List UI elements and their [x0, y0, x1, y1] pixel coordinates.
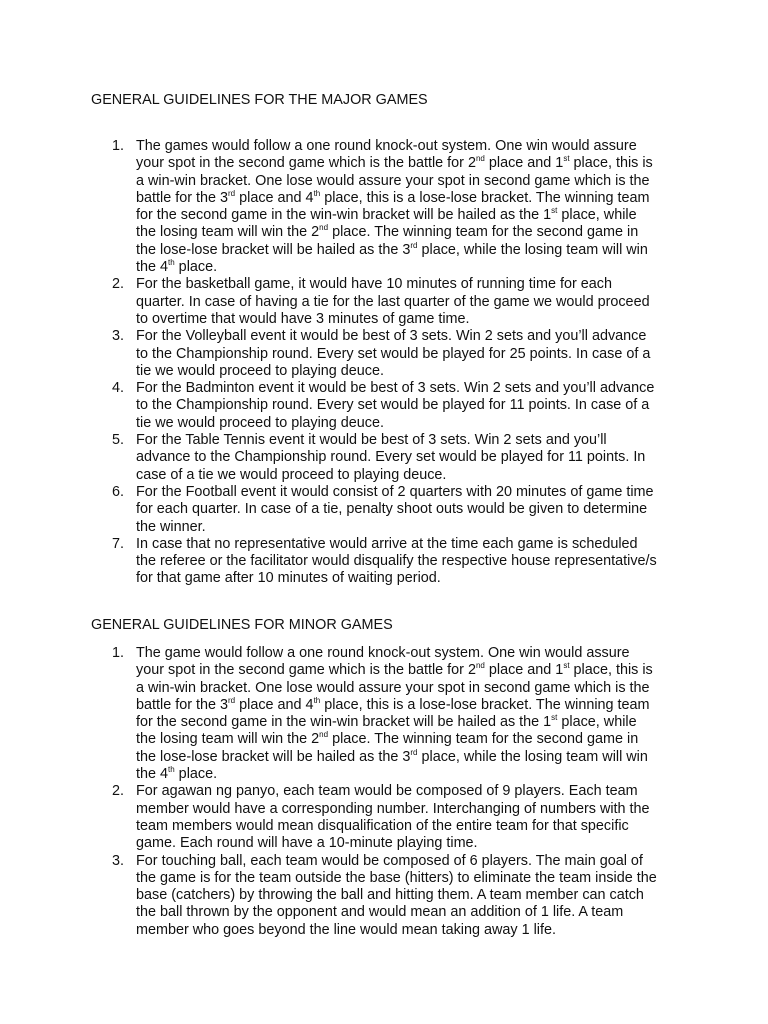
list-number: 3.	[112, 328, 125, 345]
list-item	[0, 432, 660, 484]
item-text: In case that no representative would arrive at the time each game is scheduled the referee or the facilitator would disqualify the respective house representative/s for that game after 10 minutes of waiting period.	[136, 535, 657, 587]
item-text: For the Badminton event it would be best of 3 sets. Win 2 sets and you’ll advance to the Championship round. Every set would be played for 11 points. In case of a tie we would proceed to playing deuce.	[136, 380, 655, 431]
major-games-list	[0, 138, 768, 588]
item-text: For touching ball, each team would be composed of 6 players. The main goal of the game is for the team outside the base (hitters) to eliminate the team inside the base (catchers) by throwing the ball and hitting them. A team member can catch the ball thrown by the opponent and would mean an addition of 1 life. A team member who goes beyond the line would mean taking away 1 life.	[136, 852, 657, 938]
list-item	[0, 328, 660, 380]
major-games-heading: GENERAL GUIDELINES FOR THE MAJOR GAMES	[91, 92, 428, 108]
item-text: For the Table Tennis event it would be best of 3 sets. Win 2 sets and you’ll advance to the Championship round. Every set would be played for 11 points. In case of a tie we would proceed to playing deuce.	[136, 432, 646, 483]
item-text: The games would follow a one round knock-out system. One win would assure your spot in the second game which is the battle for 2nd place and 1st place, this is a win-win bracket. One lose would assure your spot in second game which is the battle for the 3rd place and 4th place, this is a lose-lose bracket. The winning team for the second game in the win-win bracket will be hailed as the 1st place, while the losing team will win the 2nd place. The winning team for the second game in the lose-lose bracket will be hailed as the 3rd place, while the losing team will win the 4th place.	[136, 138, 653, 276]
list-number: 1.	[112, 138, 125, 154]
list-number: 6.	[112, 483, 125, 500]
list-item	[0, 276, 660, 328]
list-item	[0, 645, 660, 783]
item-text: For agawan ng panyo, each team would be composed of 9 players. Each team member would have a corresponding number. Interchanging of numbers with the team members would mean disqualification of the entire team for that specific game. Each round will have a 10-minute playing time.	[136, 783, 650, 852]
item-text: The game would follow a one round knock-out system. One win would assure your spot in the second game which is the battle for 2nd place and 1st place, this is a win-win bracket. One lose would assure your spot in second game which is the battle for the 3rd place and 4th place, this is a lose-lose bracket. The winning team for the second game in the win-win bracket will be hailed as the 1st place, while the losing team will win the 2nd place. The winning team for the second game in the lose-lose bracket will be hailed as the 3rd place, while the losing team will win the 4th place.	[136, 645, 653, 783]
minor-games-list	[0, 645, 768, 939]
list-number: 4.	[112, 380, 125, 397]
item-text: For the Football event it would consist of 2 quarters with 20 minutes of game time for each quarter. In case of a tie, penalty shoot outs would be given to determine the winner.	[136, 483, 654, 535]
list-item	[0, 783, 660, 852]
list-number: 5.	[112, 432, 125, 449]
list-number: 1.	[112, 645, 125, 661]
list-number: 2.	[112, 276, 125, 293]
list-number: 3.	[112, 852, 125, 869]
list-number: 2.	[112, 783, 125, 800]
list-item	[0, 380, 660, 432]
list-item	[0, 138, 660, 276]
list-number: 7.	[112, 535, 125, 552]
list-item	[0, 536, 660, 588]
list-item	[0, 853, 660, 939]
item-text: For the basketball game, it would have 10 minutes of running time for each quarter. In case of having a tie for the last quarter of the game we would proceed to overtime that would have 3 minutes of game time.	[136, 276, 650, 327]
list-item	[0, 484, 660, 536]
minor-games-heading: GENERAL GUIDELINES FOR MINOR GAMES	[91, 617, 393, 633]
item-text: For the Volleyball event it would be best of 3 sets. Win 2 sets and you’ll advance to the Championship round. Every set would be played for 25 points. In case of a tie we would proceed to playing deuce.	[136, 328, 651, 379]
